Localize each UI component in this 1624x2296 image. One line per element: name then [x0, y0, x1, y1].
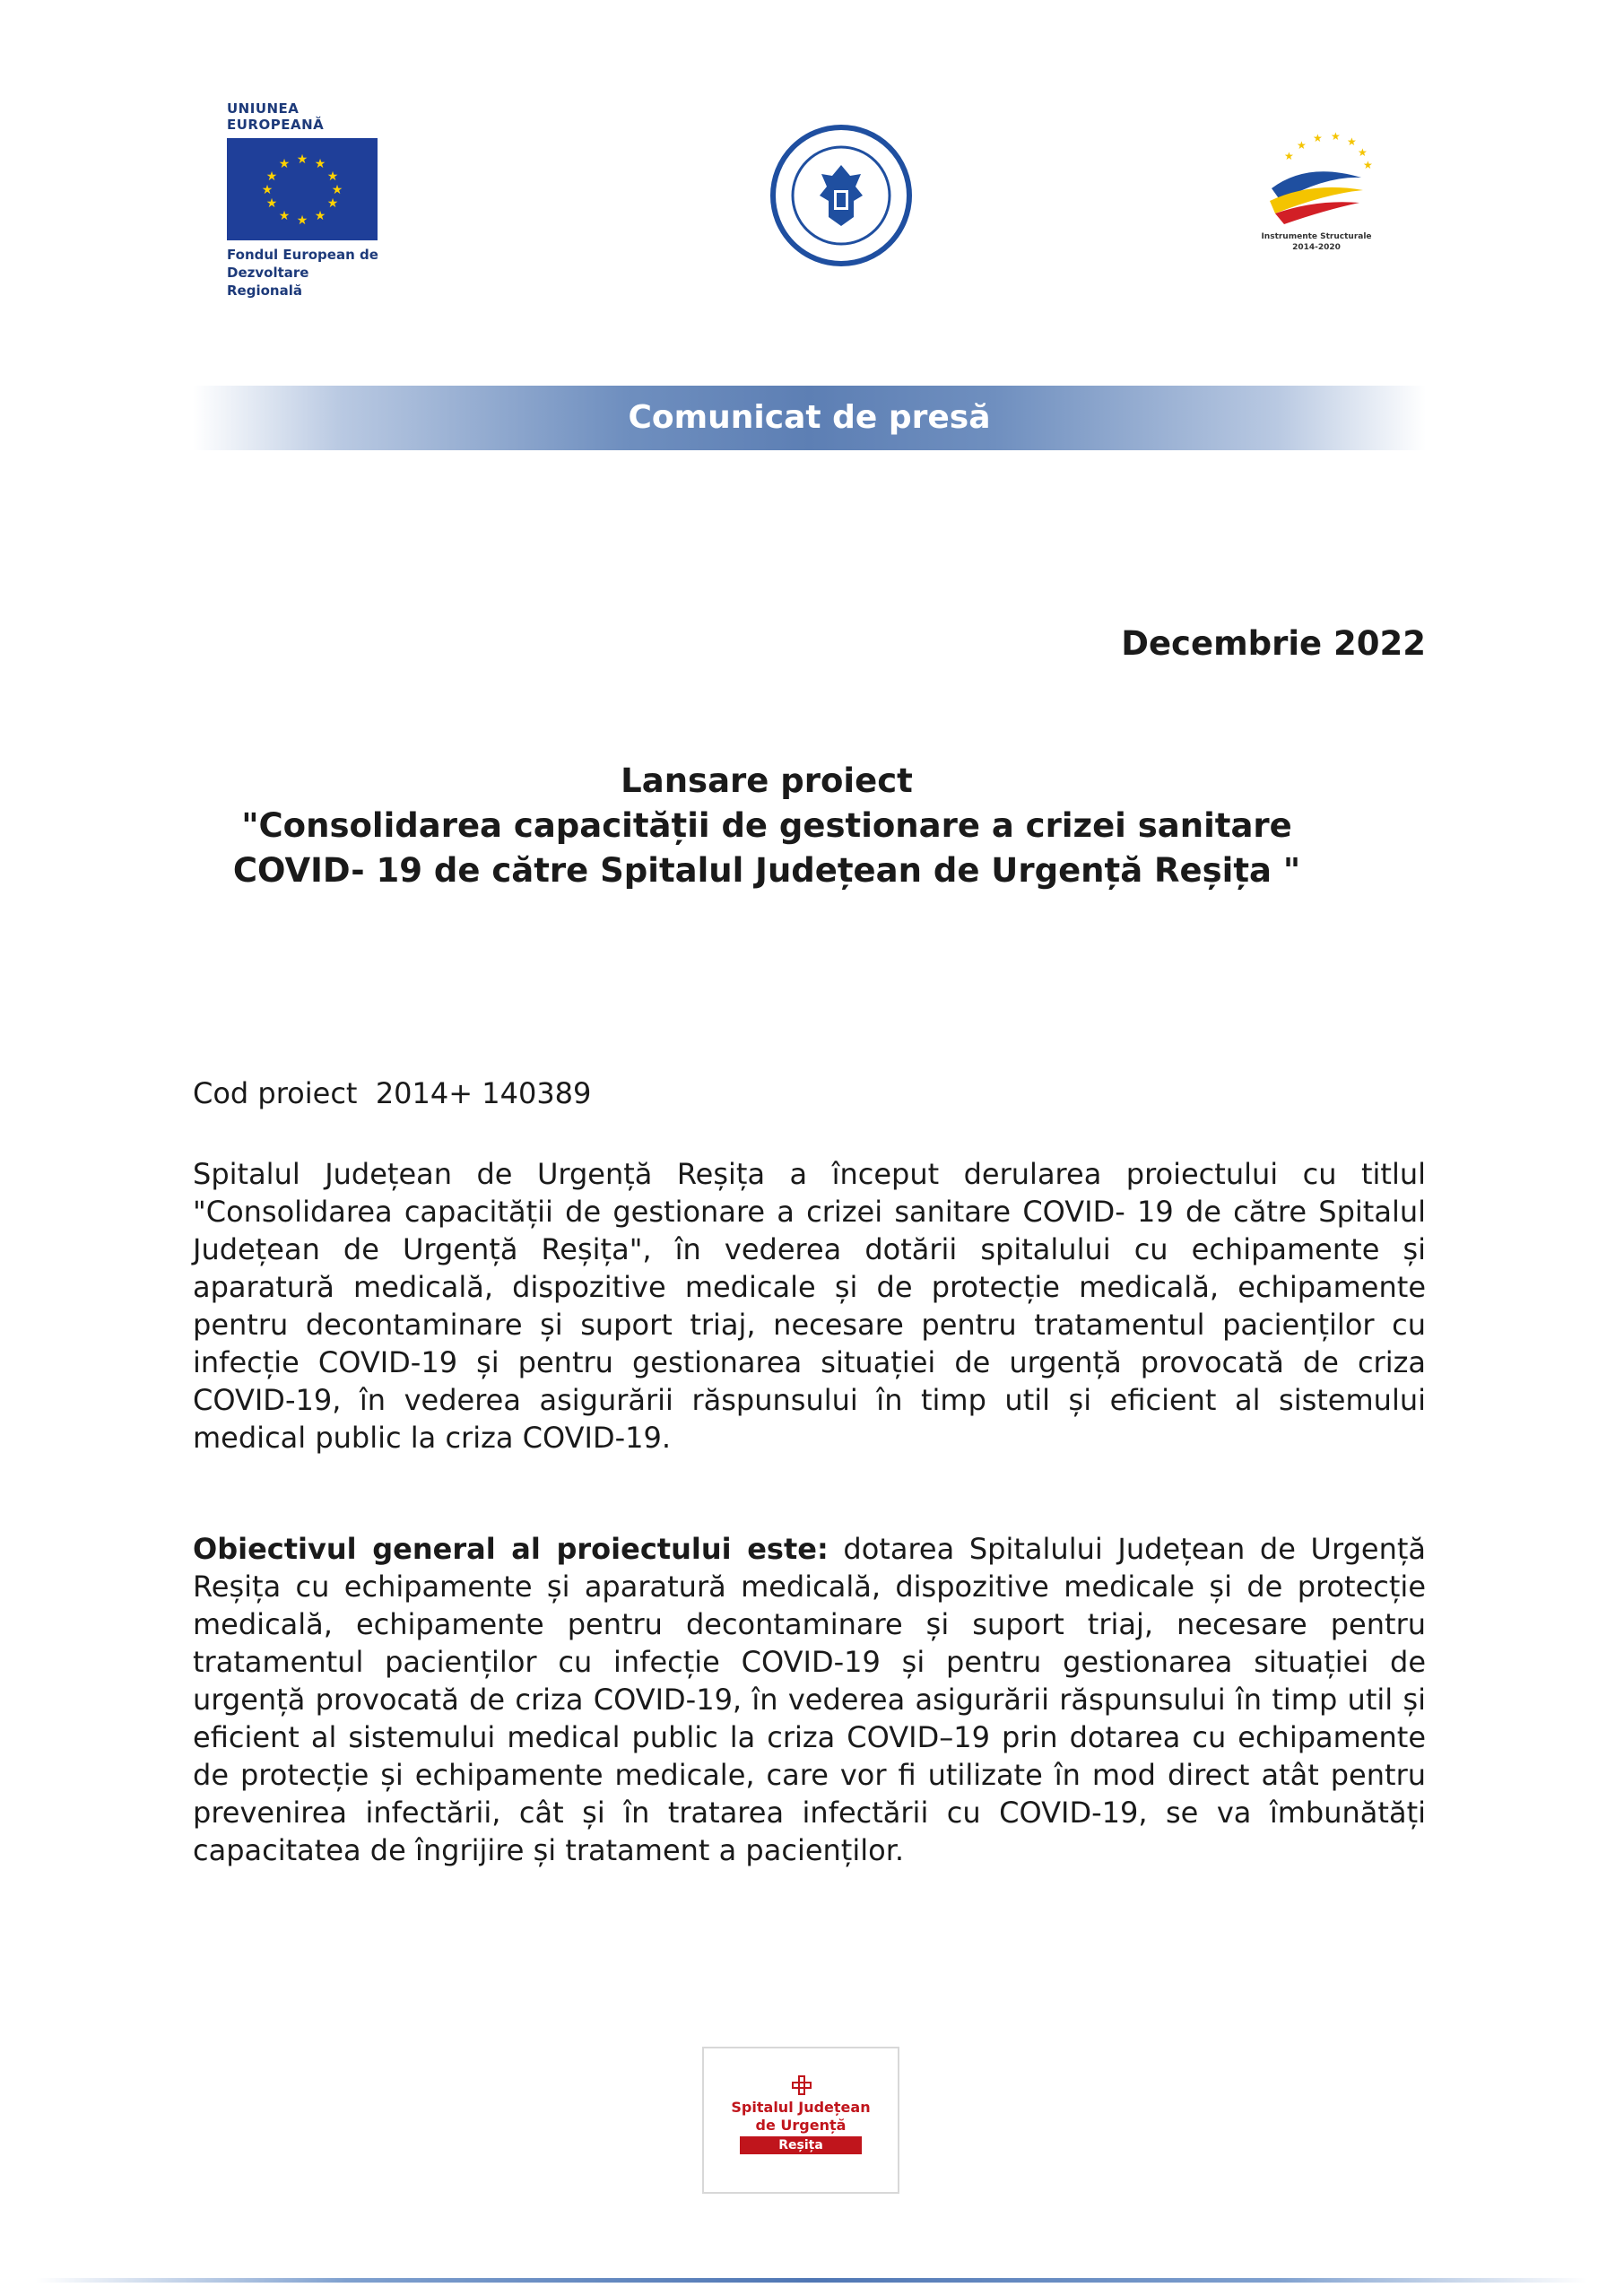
objective-paragraph	[193, 1530, 1426, 1869]
structural-instruments-caption: Instrumente Structurale 2014-2020	[1261, 232, 1372, 252]
svg-text:★: ★	[1284, 150, 1294, 162]
title-line-3: COVID- 19 de către Spitalul Județean de Urgență Reșița "	[232, 851, 1301, 890]
hospital-name-line-1: Spitalul Județean	[731, 2099, 871, 2116]
title-line-2: "Consolidarea capacității de gestionare a crizei sanitare	[241, 806, 1292, 845]
svg-text:★: ★	[265, 170, 278, 184]
svg-text:★: ★	[1331, 130, 1341, 143]
objective-label: Obiectivul general al proiectului este:	[193, 1532, 829, 1566]
svg-text:★: ★	[278, 209, 291, 223]
svg-text:★: ★	[296, 213, 308, 228]
svg-text:★: ★	[265, 196, 278, 211]
svg-text:★: ★	[1347, 135, 1357, 148]
svg-text:★: ★	[1363, 159, 1373, 171]
eu-logo	[227, 100, 388, 300]
svg-text:★: ★	[1313, 132, 1323, 144]
release-date: Decembrie 2022	[1121, 624, 1426, 663]
structural-instruments-logo	[1245, 126, 1388, 260]
svg-text:★: ★	[326, 170, 339, 184]
banner-label: Comunicat de presă	[628, 399, 991, 436]
svg-text:★: ★	[278, 157, 291, 171]
svg-text:★: ★	[261, 183, 274, 197]
hospital-logo	[702, 2047, 899, 2194]
eu-logo-title: UNIUNEA EUROPEANĂ	[227, 100, 325, 133]
svg-text:★: ★	[1297, 139, 1307, 152]
svg-text:★: ★	[296, 152, 308, 167]
document-title	[193, 759, 1341, 893]
eu-logo-fund: Fondul European de Dezvoltare Regională	[227, 247, 378, 299]
intro-paragraph: Spitalul Județean de Urgență Reșița a început derularea proiectului cu titlul "Consolidarea capacității de gestionare a crizei sanitare COVID- 19 de către Spitalul Județean de Urgență Reșița", în vederea dotării spitalului cu echipamente și aparatură medicală, dispozitive medicale și de protecție medicală, echipamente pentru decontaminare și suport triaj, necesare pentru tratamentul pacienților cu infecție COVID-19 și pentru gestionarea situației de urgență provocată de criza COVID-19, în vederea asigurării răspunsului în timp util și eficient al sistemului medical public la criza COVID-19.	[193, 1157, 1426, 1455]
hospital-name-line-2: de Urgență	[755, 2117, 847, 2134]
svg-text:★: ★	[331, 183, 343, 197]
project-code: Cod proiect 2014+ 140389	[193, 1076, 592, 1110]
title-line-1: Lansare proiect	[621, 761, 913, 800]
svg-text:★: ★	[314, 209, 326, 223]
svg-text:★: ★	[314, 157, 326, 171]
svg-text:★: ★	[1358, 146, 1368, 159]
red-cross-icon	[792, 2075, 812, 2095]
press-release-banner	[193, 386, 1426, 450]
footer-divider	[36, 2278, 1587, 2283]
eu-flag-icon	[227, 138, 378, 240]
hospital-name-line-3: Reșița	[740, 2136, 862, 2154]
government-seal-icon	[769, 124, 913, 267]
objective-text: dotarea Spitalului Județean de Urgență Reșița cu echipamente și aparatură medicală, dispozitive medicale și de protecție medicală, echipamente pentru decontaminare și suport triaj, necesare pentru tratamentul pacienților cu infecție COVID-19 și pentru gestionarea situației de urgență provocată de criza COVID-19, în vederea asigurării răspunsului în timp util și eficient al sistemului medical public la criza COVID–19 prin dotarea cu echipamente de protecție și echipamente medicale, care vor fi utilizate în mod direct atât pentru prevenirea infectării, cât și în tratarea infectării cu COVID-19, se va îmbunătăți capacitatea de îngrijire și tratament a pacienților.	[193, 1532, 1427, 1867]
svg-text:★: ★	[326, 196, 339, 211]
